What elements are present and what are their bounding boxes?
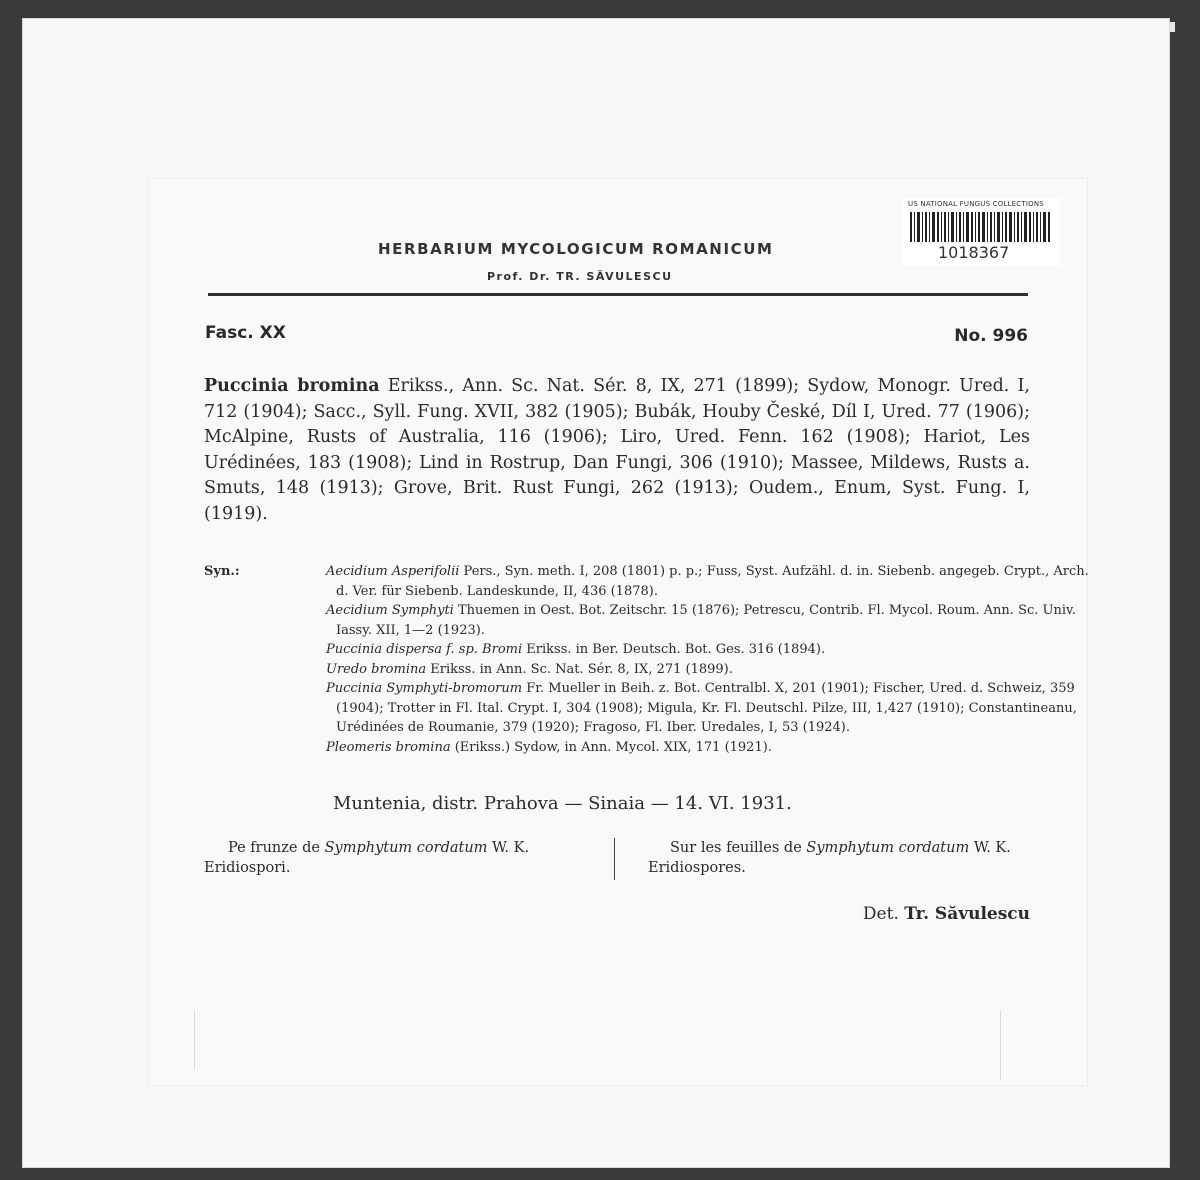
host-romanian — [204, 838, 588, 878]
synonym-entry — [264, 601, 1096, 640]
host-ro-suffix: W. K. Eridiospori. — [204, 840, 530, 876]
herbarium-author: Prof. Dr. TR. SĂVULESCU — [487, 270, 673, 283]
host-divider — [614, 838, 615, 880]
barcode-number: 1018367 — [938, 243, 1010, 262]
host-fr-species: Symphytum cordatum — [806, 840, 970, 856]
host-fr-suffix: W. K. Eridiospores. — [648, 840, 1011, 876]
determiner — [863, 904, 1030, 924]
synonym-text: Erikss. in Ber. Deutsch. Bot. Ges. 316 (1894). — [526, 642, 826, 657]
header-divider — [208, 293, 1028, 296]
fold-line-right — [1000, 1010, 1001, 1080]
synonym-text: Erikss. in Ann. Sc. Nat. Sér. 8, IX, 271 (1899). — [430, 661, 733, 677]
synonym-name: Aecidium Symphyti — [326, 603, 454, 618]
synonym-entry — [264, 562, 1096, 601]
synonym-text: Pers., Syn. meth. I, 208 (1801) p. p.; Fuss, Syst. Aufzähl. d. in. Siebenb. angegeb. Crypt., Arch. d. Ver. für Siebenb. Landeskunde, II, 436 (1878). — [336, 564, 1089, 599]
host-french — [648, 838, 1034, 878]
synonym-text: Thuemen in Oest. Bot. Zeitschr. 15 (1876); Petrescu, Contrib. Fl. Mycol. Roum. Ann. Sc. Univ. Iassy. XII, 1—2 (1923). — [336, 603, 1076, 638]
synonym-name: Uredo bromina — [326, 661, 427, 677]
barcode-caption: US NATIONAL FUNGUS COLLECTIONS — [908, 200, 1044, 208]
synonym-entry — [264, 660, 1096, 680]
host-fr-prefix: Sur les feuilles de — [670, 840, 802, 856]
synonym-name: Puccinia Symphyti-bromorum — [326, 681, 523, 696]
main-reference-text: Erikss., Ann. Sc. Nat. Sér. 8, IX, 271 (1899); Sydow, Monogr. Ured. I, 712 (1904); Sacc., Syll. Fung. XVII, 382 (1905); Bubák, Houby České, Díl I, Ured. 77 (1906); McAlpine, Rusts of Australia, 116 (1906); Liro, Ured. Fenn. 162 (1908); Hariot, Les Urédinées, 183 (1908); Lind in Rostrup, Dan Fungi, 306 (1910); Massee, Mildews, Rusts a. Smuts, 148 (1913); Grove, Brit. Rust Fungi, 262 (1913); Oudem., Enum, Syst. Fung. I, (1919). — [204, 376, 1030, 524]
barcode-icon — [910, 212, 1050, 242]
synonym-name: Aecidium Asperifolii — [326, 564, 460, 579]
synonym-entry — [264, 679, 1096, 738]
synonym-name: Puccinia dispersa f. sp. Bromi — [326, 642, 523, 657]
host-ro-prefix: Pe frunze de — [228, 840, 320, 856]
synonym-text: (Erikss.) Sydow, in Ann. Mycol. XIX, 171 (1921). — [454, 739, 772, 755]
synonym-label: Syn.: — [204, 564, 240, 579]
synonym-text: Fr. Mueller in Beih. z. Bot. Centralbl. X, 201 (1901); Fischer, Ured. d. Schweiz, 359 (1904); Trotter in Fl. Ital. Crypt. I, 304 (1908); Migula, Kr. Fl. Deutschl. Pilze, III, 1,427 (1910); Constantineanu, Urédinées de Roumanie, 379 (1920); Fragoso, Fl. Iber. Uredales, I, 53 (1924). — [336, 681, 1077, 735]
synonym-list — [204, 562, 1089, 757]
herbarium-title: HERBARIUM MYCOLOGICUM ROMANICUM — [378, 240, 774, 258]
synonym-entry — [264, 738, 1096, 758]
determiner-name: Tr. Săvulescu — [904, 904, 1030, 924]
synonym-entry — [264, 640, 1096, 660]
species-name: Puccinia bromina — [204, 376, 380, 396]
barcode-label — [902, 198, 1060, 266]
determiner-prefix: Det. — [862, 904, 899, 924]
synonym-name: Pleomeris bromina — [326, 739, 451, 755]
host-ro-species: Symphytum cordatum — [324, 840, 488, 856]
specimen-number: No. 996 — [954, 326, 1028, 346]
main-reference — [144, 374, 1030, 527]
fold-line-left — [194, 1010, 195, 1070]
fascicle-number: Fasc. XX — [205, 323, 286, 343]
collection-locality: Muntenia, distr. Prahova — Sinaia — 14. VI. 1931. — [333, 793, 792, 814]
